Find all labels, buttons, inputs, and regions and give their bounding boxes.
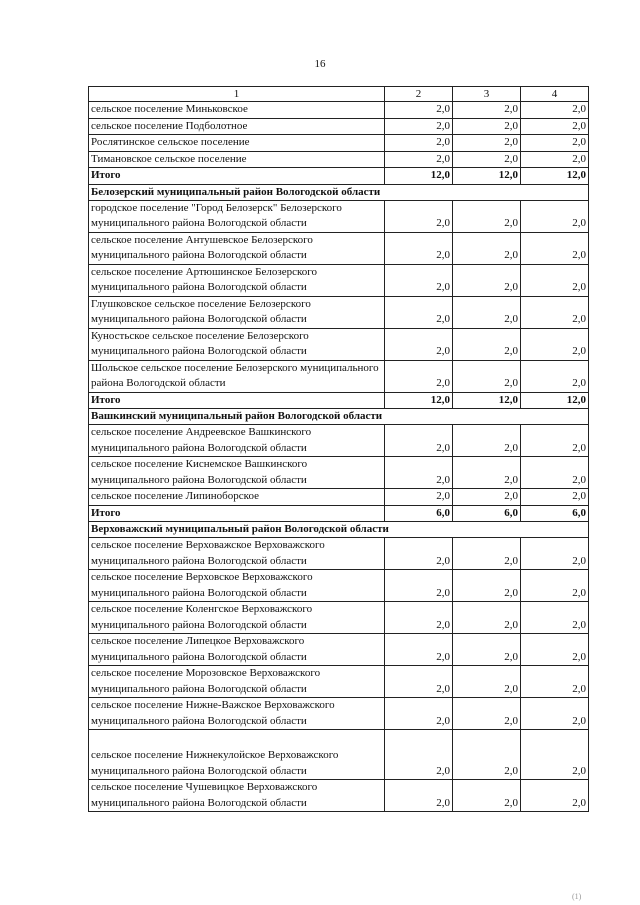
column-header-3: 3 bbox=[453, 87, 521, 102]
settlement-name: сельское поселение Киснемское Вашкинского муниципального района Вологодской области bbox=[89, 457, 385, 489]
value-cell-2: 2,0 bbox=[385, 538, 453, 570]
value-cell-2: 12,0 bbox=[385, 168, 453, 185]
table-header-row bbox=[89, 87, 589, 102]
value-cell-3: 2,0 bbox=[453, 425, 521, 457]
table-row bbox=[89, 135, 589, 152]
value-cell-2: 2,0 bbox=[385, 328, 453, 360]
value-cell-4: 2,0 bbox=[521, 328, 589, 360]
settlement-name: Куностьское сельское поселение Белозерского муниципального района Вологодской области bbox=[89, 328, 385, 360]
value-cell-4: 2,0 bbox=[521, 602, 589, 634]
value-cell-2: 2,0 bbox=[385, 296, 453, 328]
settlement-name: сельское поселение Миньковское bbox=[89, 102, 385, 119]
value-cell-3: 2,0 bbox=[453, 538, 521, 570]
table-row bbox=[89, 118, 589, 135]
value-cell-3: 2,0 bbox=[453, 200, 521, 232]
value-cell-3: 2,0 bbox=[453, 102, 521, 119]
value-cell-2: 2,0 bbox=[385, 489, 453, 506]
value-cell-2: 12,0 bbox=[385, 392, 453, 409]
value-cell-4: 6,0 bbox=[521, 505, 589, 522]
value-cell-3: 6,0 bbox=[453, 505, 521, 522]
page-number: 16 bbox=[314, 58, 326, 70]
value-cell-2: 6,0 bbox=[385, 505, 453, 522]
table-row bbox=[89, 666, 589, 698]
value-cell-4: 2,0 bbox=[521, 666, 589, 698]
value-cell-4: 12,0 bbox=[521, 168, 589, 185]
value-cell-4: 2,0 bbox=[521, 425, 589, 457]
value-cell-3: 2,0 bbox=[453, 328, 521, 360]
value-cell-2: 2,0 bbox=[385, 102, 453, 119]
value-cell-3: 2,0 bbox=[453, 360, 521, 392]
value-cell-4: 2,0 bbox=[521, 151, 589, 168]
value-cell-4: 2,0 bbox=[521, 698, 589, 730]
value-cell-4: 2,0 bbox=[521, 296, 589, 328]
settlement-name: сельское поселение Липиноборское bbox=[89, 489, 385, 506]
value-cell-4: 2,0 bbox=[521, 538, 589, 570]
value-cell-3: 2,0 bbox=[453, 780, 521, 812]
table-row bbox=[89, 151, 589, 168]
value-cell-2: 2,0 bbox=[385, 151, 453, 168]
settlement-name: сельское поселение Верховское Верховажского муниципального района Вологодской области bbox=[89, 570, 385, 602]
value-cell-3: 2,0 bbox=[453, 118, 521, 135]
table-row bbox=[89, 232, 589, 264]
table-row bbox=[89, 457, 589, 489]
value-cell-4: 2,0 bbox=[521, 360, 589, 392]
section-header-row bbox=[89, 409, 589, 425]
settlement-name: сельское поселение Коленгское Верховажского муниципального района Вологодской области bbox=[89, 602, 385, 634]
table-row bbox=[89, 570, 589, 602]
value-cell-3: 2,0 bbox=[453, 151, 521, 168]
value-cell-4: 2,0 bbox=[521, 135, 589, 152]
value-cell-2: 2,0 bbox=[385, 602, 453, 634]
section-title: Вашкинский муниципальный район Вологодской области bbox=[89, 409, 589, 425]
column-header-2: 2 bbox=[385, 87, 453, 102]
total-row bbox=[89, 505, 589, 522]
value-cell-2: 2,0 bbox=[385, 570, 453, 602]
table-row bbox=[89, 698, 589, 730]
value-cell-3: 2,0 bbox=[453, 296, 521, 328]
value-cell-3: 2,0 bbox=[453, 730, 521, 780]
value-cell-3: 2,0 bbox=[453, 135, 521, 152]
value-cell-3: 2,0 bbox=[453, 570, 521, 602]
value-cell-4: 2,0 bbox=[521, 489, 589, 506]
total-row bbox=[89, 168, 589, 185]
value-cell-4: 2,0 bbox=[521, 570, 589, 602]
settlement-name: сельское поселение Чушевицкое Верховажского муниципального района Вологодской области bbox=[89, 780, 385, 812]
settlement-name: сельское поселение Артюшинское Белозерского муниципального района Вологодской области bbox=[89, 264, 385, 296]
value-cell-2: 2,0 bbox=[385, 118, 453, 135]
settlement-name: сельское поселение Подболотное bbox=[89, 118, 385, 135]
value-cell-2: 2,0 bbox=[385, 666, 453, 698]
value-cell-2: 2,0 bbox=[385, 200, 453, 232]
value-cell-2: 2,0 bbox=[385, 698, 453, 730]
settlement-name: сельское поселение Липецкое Верховажского муниципального района Вологодской области bbox=[89, 634, 385, 666]
settlement-name: Шольское сельское поселение Белозерского муниципального района Вологодской области bbox=[89, 360, 385, 392]
total-label: Итого bbox=[89, 168, 385, 185]
settlement-name: сельское поселение Нижнекулойское Верховажского муниципального района Вологодской области bbox=[89, 730, 385, 780]
table-row bbox=[89, 102, 589, 119]
value-cell-4: 2,0 bbox=[521, 457, 589, 489]
settlement-name: сельское поселение Антушевское Белозерского муниципального района Вологодской области bbox=[89, 232, 385, 264]
value-cell-4: 2,0 bbox=[521, 200, 589, 232]
section-header-row bbox=[89, 184, 589, 200]
value-cell-4: 2,0 bbox=[521, 634, 589, 666]
section-title: Верховажский муниципальный район Вологодской области bbox=[89, 522, 589, 538]
value-cell-3: 2,0 bbox=[453, 489, 521, 506]
section-header-row bbox=[89, 522, 589, 538]
value-cell-4: 2,0 bbox=[521, 232, 589, 264]
settlement-name: городское поселение "Город Белозерск" Белозерского муниципального района Вологодской области bbox=[89, 200, 385, 232]
table-row bbox=[89, 730, 589, 780]
settlement-name: сельское поселение Андреевское Вашкинского муниципального района Вологодской области bbox=[89, 425, 385, 457]
table-row bbox=[89, 780, 589, 812]
table-row bbox=[89, 296, 589, 328]
value-cell-3: 2,0 bbox=[453, 666, 521, 698]
table-row bbox=[89, 360, 589, 392]
value-cell-4: 2,0 bbox=[521, 780, 589, 812]
column-header-1: 1 bbox=[89, 87, 385, 102]
value-cell-4: 12,0 bbox=[521, 392, 589, 409]
value-cell-3: 12,0 bbox=[453, 168, 521, 185]
settlement-name: сельское поселение Верховажское Верховажского муниципального района Вологодской области bbox=[89, 538, 385, 570]
table-row bbox=[89, 328, 589, 360]
value-cell-2: 2,0 bbox=[385, 780, 453, 812]
value-cell-4: 2,0 bbox=[521, 264, 589, 296]
scan-mark: (1) bbox=[572, 892, 582, 901]
settlement-name: Глушковское сельское поселение Белозерского муниципального района Вологодской области bbox=[89, 296, 385, 328]
value-cell-2: 2,0 bbox=[385, 730, 453, 780]
table-row bbox=[89, 264, 589, 296]
value-cell-3: 2,0 bbox=[453, 634, 521, 666]
value-cell-3: 2,0 bbox=[453, 602, 521, 634]
total-label: Итого bbox=[89, 505, 385, 522]
value-cell-4: 2,0 bbox=[521, 118, 589, 135]
column-header-4: 4 bbox=[521, 87, 589, 102]
table-row bbox=[89, 425, 589, 457]
value-cell-2: 2,0 bbox=[385, 634, 453, 666]
value-cell-4: 2,0 bbox=[521, 102, 589, 119]
table-row bbox=[89, 200, 589, 232]
value-cell-3: 2,0 bbox=[453, 698, 521, 730]
value-cell-2: 2,0 bbox=[385, 232, 453, 264]
value-cell-3: 2,0 bbox=[453, 457, 521, 489]
value-cell-2: 2,0 bbox=[385, 264, 453, 296]
section-title: Белозерский муниципальный район Вологодской области bbox=[89, 184, 589, 200]
value-cell-2: 2,0 bbox=[385, 425, 453, 457]
total-row bbox=[89, 392, 589, 409]
value-cell-2: 2,0 bbox=[385, 457, 453, 489]
value-cell-2: 2,0 bbox=[385, 360, 453, 392]
table-row bbox=[89, 634, 589, 666]
total-label: Итого bbox=[89, 392, 385, 409]
value-cell-3: 2,0 bbox=[453, 264, 521, 296]
value-cell-3: 2,0 bbox=[453, 232, 521, 264]
table-row bbox=[89, 602, 589, 634]
settlement-name: Рослятинское сельское поселение bbox=[89, 135, 385, 152]
table-row bbox=[89, 538, 589, 570]
settlement-name: Тимановское сельское поселение bbox=[89, 151, 385, 168]
value-cell-2: 2,0 bbox=[385, 135, 453, 152]
value-cell-3: 12,0 bbox=[453, 392, 521, 409]
distribution-table bbox=[88, 86, 589, 812]
settlement-name: сельское поселение Нижне-Важское Верховажского муниципального района Вологодской области bbox=[89, 698, 385, 730]
table-row bbox=[89, 489, 589, 506]
settlement-name: сельское поселение Морозовское Верховажского муниципального района Вологодской области bbox=[89, 666, 385, 698]
value-cell-4: 2,0 bbox=[521, 730, 589, 780]
